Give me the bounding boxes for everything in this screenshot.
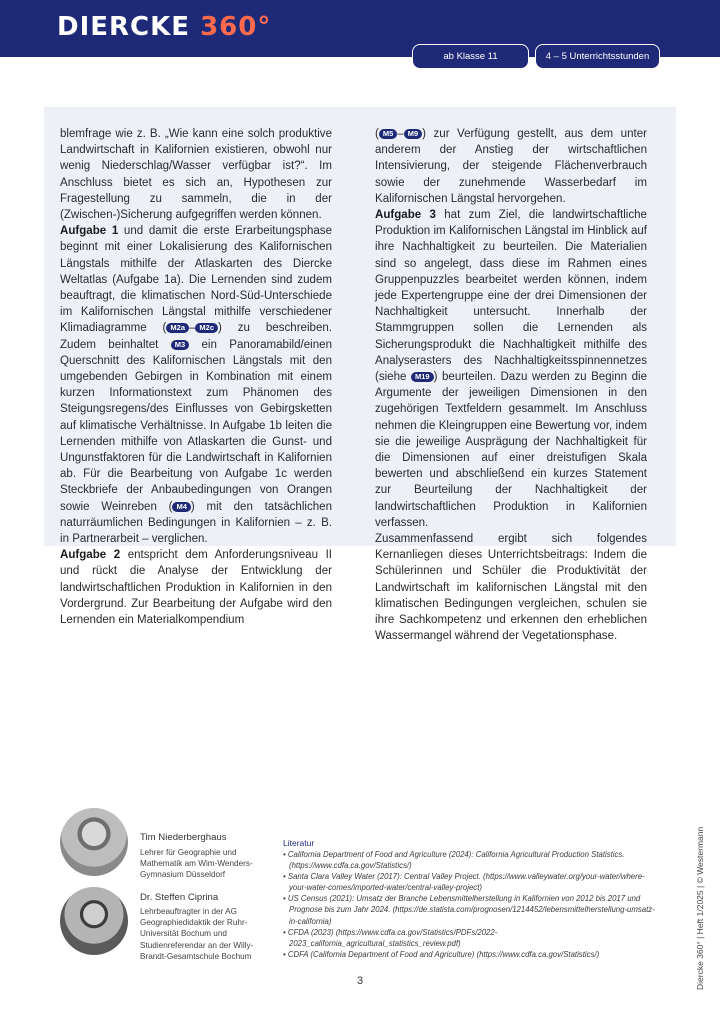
paragraph: Aufgabe 1 und damit die erste Erarbeitungsphase beginnt mit einer Lokalisierung des Kalifornischen Längstals mithilfe der Atlaskarten des Diercke Weltatlas (Aufgabe 1a). Die Lernenden sind zudem beauftragt, die klimatischen Nord-Süd-Unterschiede im Kalifornischen Längstal mithilfe verschiedener Klimadiagramme ( M2a – M2c ) zu beschreiben. Zudem beinhaltet M3 ein Panoramabild/einen Querschnitt des Kalifornischen Längstals mit den umgebenden Gebirgen in Kombination mit einem kurzen Informationstext zum Phänomen des Steigungsregens/des Einflusses von Gebirgsketten auf klimatische Verhältnisse. In Aufgabe 1b leiten die Lernenden mithilfe von Atlaskarten die Gunst- und Ungunstfaktoren für die Landwirtschaft in Kalifornien ab. Für die Bearbeitung von Aufgabe 1c werden Steckbriefe der Anbaubedingungen von Orangen sowie Weinreben ( M4 ) mit den tatsächlichen naturräumlichen Bedingungen in Kalifornien – z. B. in Partnerarbeit – verglichen. [60, 225, 333, 546]
material-badge-m3[interactable]: M3 [171, 340, 189, 350]
material-badge-m5[interactable]: M5 [379, 129, 397, 139]
material-badge-m2a[interactable]: M2a [166, 323, 189, 333]
task-label: Aufgabe 3 [375, 209, 436, 222]
task-label: Aufgabe 1 [60, 225, 119, 238]
literature-section [283, 838, 658, 960]
grade-level-badge: ab Klasse 11 [412, 44, 529, 69]
text-panel [44, 107, 676, 643]
author-description: Lehrbeauftragter in der AG Geographiedidaktik der Ruhr-Universität Bochum und Studienreferendar an der Willy-Brandt-Gesamtschule Bochum [140, 907, 254, 961]
literature-item: • CDFA (California Department of Food and Agriculture) (https://www.cdfa.ca.gov/Statistics/) [283, 949, 600, 959]
literature-item: • CFDA (2023) (https://www.cdfa.ca.gov/Statistics/PDFs/2022-2023_california_agricultural_statistics_review.pdf) [283, 927, 498, 948]
author-name: Dr. Steffen Ciprina [140, 892, 219, 903]
author-photo-avatar [60, 887, 128, 955]
left-column [60, 126, 332, 628]
literature-item: • California Department of Food and Agriculture (2024): California Agricultural Production Statistics. (https://www.cdfa.ca.gov/Statistics/) [283, 850, 625, 871]
paragraph: blemfrage wie z. B. „Wie kann eine solch produktive Landwirtschaft in Kalifornien existieren, obwohl nur wenig Niederschlag/Wasser verfügbar ist?“. Im Anschluss bietet es sich an, Hypothesen zur Fragestellung zu sammeln, die in der (Zwischen-)Sicherung aufgegriffen werden können. [60, 128, 332, 222]
paragraph: ( M5 – M9 ) zur Verfügung gestellt, aus dem unter anderem der Anstieg der wirtschaftlichen Intensivierung, der steigende Flächenverbrauch sowie der zunehmende Wasserbedarf im Kalifornischen Längstal hervorgehen. [375, 128, 647, 205]
paragraph: Zusammenfassend ergibt sich folgendes Kernanliegen dieses Unterrichtsbeitrags: Indem die Schülerinnen und Schüler die Produktivität der Landwirtschaft im kalifornischen Längstal mit den klimatischen Bedingungen vergleichen, schulen sie ihre Sachkompetenz und erkennen den erheblichen Wassermangel während der Vegetationsphase. [375, 533, 647, 643]
diercke-logo: DIERCKE 360° [57, 12, 272, 42]
lesson-count-badge: 4 – 5 Unterrichtsstunden [535, 44, 660, 69]
author-photo-avatar [60, 808, 128, 876]
material-badge-m9[interactable]: M9 [404, 129, 422, 139]
paragraph: Aufgabe 2 entspricht dem Anforderungsniveau II und rückt die Analyse der Entwicklung der landwirtschaftlichen Produktion in Kalifornien in den Vordergrund. Zur Bearbeitung der Aufgabe wird den Lernenden ein Materialkompendium [60, 549, 332, 627]
literature-item: • US Census (2021): Umsatz der Branche Lebensmittelherstellung in Kalifornien von 2012 bis 2017 und Prognose bis zum Jahr 2024. (https://de.statista.com/prognosen/1214452/lebensmittelherstellung-umsatz-in-california) [283, 894, 655, 926]
material-badge-m2c[interactable]: M2c [195, 323, 218, 333]
task-label: Aufgabe 2 [60, 549, 121, 562]
material-badge-m4[interactable]: M4 [172, 502, 190, 512]
paragraph: Aufgabe 3 hat zum Ziel, die landwirtschaftliche Produktion im Kalifornischen Längstal im Hinblick auf ihre Nachhaltigkeit zu beurteilen. Die Materialien sind so angelegt, dass diese im Rahmen eines Gruppenpuzzles bearbeitet werden können, indem jede Expertengruppe eine der drei Dimensionen der Nachhaltigkeit untersucht. Innerhalb der Stammgruppen sollen die Lernenden als Sicherungsprodukt die Nachhaltigkeit mithilfe des Analyserasters des Nachhaltigkeitsspinnennetzes (siehe M19 ) beurteilen. Dazu werden zu Beginn die Argumente der jeweiligen Dimensionen in den zugehörigen Textfeldern gesammelt. Im Anschluss nehmen die Kleingruppen eine Bewertung vor, indem sie die jeweilige Ausprägung der Nachhaltigkeit für die Dimensionen auf einer dreistufigen Skala bewerten und abschließend ein kurzes Statement zur Beurteilung der Nachhaltigkeit der landwirtschaftlichen Produktion in Kalifornien verfassen. [375, 209, 647, 529]
literature-item: • Santa Clara Valley Water (2017): Central Valley Project. (https://www.valleywater.org/your-water/where-your-water-comes/imported-water/central-valley-project) [283, 872, 645, 893]
literature-title: Literatur [283, 838, 315, 848]
material-badge-m19[interactable]: M19 [411, 372, 434, 382]
right-column [375, 126, 647, 645]
page-number: 3 [356, 975, 364, 987]
author-name: Tim Niederberghaus [140, 832, 227, 843]
side-imprint: Diercke 360° | Heft 1/2025 | © Westermann [695, 826, 705, 990]
author-description: Lehrer für Geographie und Mathematik am Wim-Wenders-Gymnasium Düsseldorf [140, 848, 253, 880]
